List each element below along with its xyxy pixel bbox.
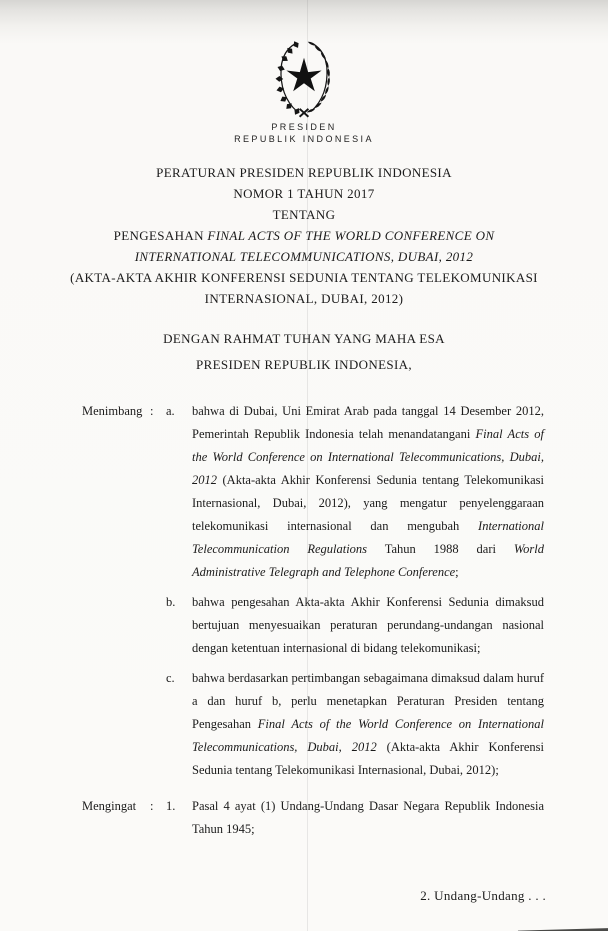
title-line-subject-1: PENGESAHAN FINAL ACTS OF THE WORLD CONFERENCE ON xyxy=(113,228,495,243)
title-line-subject-4: INTERNASIONAL, DUBAI, 2012) xyxy=(204,291,404,306)
menimbang-item-c xyxy=(166,667,558,782)
mengingat-section xyxy=(0,795,608,841)
item-text: bahwa berdasarkan pertimbangan sebagaimana dimaksud dalam huruf a dan huruf b, perlu menetapkan Peraturan Presiden tentang Pengesahan Final Acts of the World Conference on International Telecommunications, Dubai, 2012 (Akta-akta Akhir Konferensi Sedunia tentang Telekomunikasi Internasional, Dubai, 2012); xyxy=(192,671,544,777)
document-body xyxy=(0,400,608,841)
item-text: bahwa pengesahan Akta-akta Akhir Konferensi Sedunia dimaksud bertujuan menyesuaikan peraturan perundang-undangan nasional dengan ketentuan internasional di bidang telekomunikasi; xyxy=(192,595,544,655)
motto-line: DENGAN RAHMAT TUHAN YANG MAHA ESA xyxy=(163,331,445,346)
title-line-subject-2: INTERNATIONAL TELECOMMUNICATIONS, DUBAI, 2012 xyxy=(134,249,474,264)
letterhead-republik-indonesia: REPUBLIK INDONESIA xyxy=(234,134,374,144)
item-marker: a. xyxy=(166,404,175,418)
mengingat-item-1 xyxy=(166,795,558,841)
item-marker: 1. xyxy=(166,799,176,813)
menimbang-colon: : xyxy=(150,404,154,418)
title-line-number: NOMOR 1 TAHUN 2017 xyxy=(233,186,375,201)
mengingat-label: Mengingat xyxy=(82,799,137,813)
title-line-subject-3: (AKTA-AKTA AKHIR KONFERENSI SEDUNIA TENTANG TELEKOMUNIKASI xyxy=(70,270,538,285)
item-marker: b. xyxy=(166,595,176,609)
actor-line: PRESIDEN REPUBLIK INDONESIA, xyxy=(196,357,412,372)
mengingat-colon: : xyxy=(150,799,154,813)
item-marker: c. xyxy=(166,671,175,685)
menimbang-label: Menimbang xyxy=(82,404,143,418)
letterhead xyxy=(0,121,608,145)
menimbang-item-b xyxy=(166,591,558,660)
title-line-tentang: TENTANG xyxy=(272,207,336,222)
item-text: Pasal 4 ayat (1) Undang-Undang Dasar Negara Republik Indonesia Tahun 1945; xyxy=(192,799,544,836)
menimbang-section xyxy=(0,400,608,782)
regulation-title xyxy=(0,162,608,309)
title-line-regulation: PERATURAN PRESIDEN REPUBLIK INDONESIA xyxy=(156,165,452,180)
page-catchword: 2. Undang-Undang . . . xyxy=(420,888,546,903)
presidential-seal-icon xyxy=(260,34,348,127)
menimbang-item-a xyxy=(166,400,558,584)
letterhead-presiden: PRESIDEN xyxy=(271,122,337,132)
item-text: bahwa di Dubai, Uni Emirat Arab pada tanggal 14 Desember 2012, Pemerintah Republik Indonesia telah menandatangani Final Acts of the World Conference on International Telecommunications, Dubai, 2012 (Akta-akta Akhir Konferensi Sedunia tentang Telekomunikasi Internasional, Dubai, 2012), yang mengatur penyelenggaraan telekomunikasi internasional dan mengubah International Telecommunication Regulations Tahun 1988 dari World Administrative Telegraph and Telephone Conference; xyxy=(192,404,544,579)
